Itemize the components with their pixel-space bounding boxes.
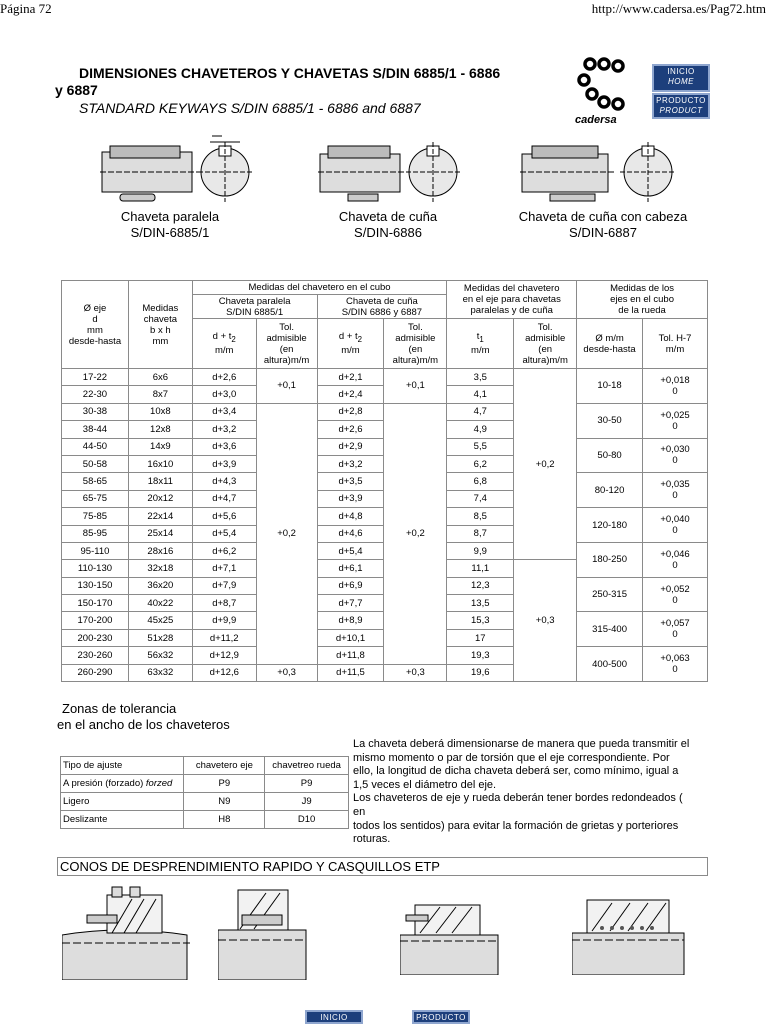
caption-cuna-cabeza: Chaveta de cuña con cabeza S/DIN-6887 <box>518 209 688 240</box>
inicio-home-button[interactable] <box>652 64 710 92</box>
page-title-cont: y 6887 <box>55 82 98 98</box>
page-title: DIMENSIONES CHAVETEROS Y CHAVETAS S/DIN 6885/1 - 6886 <box>79 65 501 81</box>
table-cell: d+10,1 <box>317 629 384 646</box>
table-cell: 50-58 <box>62 455 129 472</box>
product-label: PRODUCT <box>659 106 703 115</box>
table-cell: +0,2 <box>514 369 577 560</box>
footer-inicio-button[interactable]: INICIO <box>305 1010 363 1024</box>
table-cell: d+4,8 <box>317 508 384 525</box>
table-cell: 32x18 <box>128 560 192 577</box>
table-cell: 12x8 <box>128 421 192 438</box>
footer-producto-button[interactable]: PRODUCTO <box>412 1010 470 1024</box>
keyway-table <box>61 280 708 682</box>
table-cell: d+3,2 <box>317 455 384 472</box>
table-cell: d+2,1 <box>317 369 384 386</box>
table-cell: 40x22 <box>128 595 192 612</box>
table-cell: d+3,9 <box>192 455 256 472</box>
table-cell: 58-65 <box>62 473 129 490</box>
producto-product-button[interactable] <box>652 93 710 119</box>
table-cell: d+6,1 <box>317 560 384 577</box>
table-cell: +0,063 0 <box>643 647 708 682</box>
table-cell: d+7,9 <box>192 577 256 594</box>
table-cell: 180-250 <box>577 542 643 577</box>
zonas-subtitle: en el ancho de los chaveteros <box>57 717 230 732</box>
table-cell: 30-38 <box>62 403 129 420</box>
table-cell: 200-230 <box>62 629 129 646</box>
table-cell: d+2,6 <box>317 421 384 438</box>
table-cell: 50-80 <box>577 438 643 473</box>
table-cell: +0,3 <box>384 664 447 681</box>
table-cell: d+7,1 <box>192 560 256 577</box>
table-cell: +0,057 0 <box>643 612 708 647</box>
table-cell: 6,2 <box>447 455 514 472</box>
table-cell: 110-130 <box>62 560 129 577</box>
ajuste-table <box>60 756 349 829</box>
table-cell: 63x32 <box>128 664 192 681</box>
header-cubo: Medidas del chavetero en el cubo <box>192 281 447 295</box>
table-cell: d+2,4 <box>317 386 384 403</box>
table-cell: d+8,7 <box>192 595 256 612</box>
table-cell: d+6,2 <box>192 542 256 559</box>
chaveta-cuna-drawing <box>318 132 498 217</box>
table-cell: 4,7 <box>447 403 514 420</box>
table-cell: 80-120 <box>577 473 643 508</box>
table-cell: d+6,9 <box>317 577 384 594</box>
table-cell: 44-50 <box>62 438 129 455</box>
table-cell: d+11,5 <box>317 664 384 681</box>
table-cell: 22-30 <box>62 386 129 403</box>
table-row: Ligero N9 J9 <box>61 793 349 811</box>
table-cell: +0,030 0 <box>643 438 708 473</box>
table-cell: 17 <box>447 629 514 646</box>
header-t1: $t_1$ m/m <box>447 319 514 369</box>
table-row: A presión (forzado) forzed P9 P9 <box>61 775 349 793</box>
table-cell: 4,9 <box>447 421 514 438</box>
caption-cuna: Chaveta de cuña S/DIN-6886 <box>338 209 438 240</box>
header-ejes-cubo: Medidas de los ejes en el cubo de la rueda <box>577 281 708 319</box>
table-cell: d+2,8 <box>317 403 384 420</box>
table-cell: +0,1 <box>256 369 317 404</box>
header-om: Ø m/m desde-hasta <box>577 319 643 369</box>
zonas-title: Zonas de tolerancia <box>62 701 177 716</box>
table-cell: 10x8 <box>128 403 192 420</box>
table-cell: +0,2 <box>384 403 447 664</box>
table-cell: d+4,7 <box>192 490 256 507</box>
table-cell: 9,9 <box>447 542 514 559</box>
table-cell: 315-400 <box>577 612 643 647</box>
header-tol-par: Tol. admisible (en altura)m/m <box>256 319 317 369</box>
table-row: Deslizante H8 D10 <box>61 811 349 829</box>
caption-paralela: Chaveta paralela S/DIN-6885/1 <box>120 209 220 240</box>
table-cell: d+9,9 <box>192 612 256 629</box>
table-cell: 25x14 <box>128 525 192 542</box>
table-cell: 38-44 <box>62 421 129 438</box>
table-cell: +0,025 0 <box>643 403 708 438</box>
table-cell: 17-22 <box>62 369 129 386</box>
table-cell: d+3,2 <box>192 421 256 438</box>
table-cell: 8x7 <box>128 386 192 403</box>
table-cell: 28x16 <box>128 542 192 559</box>
logo-text: cadersa <box>575 114 617 126</box>
table-cell: +0,052 0 <box>643 577 708 612</box>
table-cell: 10-18 <box>577 369 643 404</box>
table-cell: +0,040 0 <box>643 508 708 543</box>
table-cell: 85-95 <box>62 525 129 542</box>
page-label: Página 72 <box>0 1 52 16</box>
table-cell: 11,1 <box>447 560 514 577</box>
header-eje-group: Medidas del chavetero en el eje para chavetas paralelas y de cuña <box>447 281 577 319</box>
table-cell: 8,5 <box>447 508 514 525</box>
table-cell: d+3,5 <box>317 473 384 490</box>
table-cell: +0,046 0 <box>643 542 708 577</box>
table-cell: +0,3 <box>256 664 317 681</box>
table-cell: d+12,9 <box>192 647 256 664</box>
table-cell: 3,5 <box>447 369 514 386</box>
casquillo-drawing-1 <box>400 885 500 980</box>
header-tolh7: Tol. H-7 m/m <box>643 319 708 369</box>
table-cell: 8,7 <box>447 525 514 542</box>
table-cell: 120-180 <box>577 508 643 543</box>
table-cell: d+11,8 <box>317 647 384 664</box>
page-url[interactable]: http://www.cadersa.es/Pag72.htm <box>591 1 766 16</box>
table-cell: 19,3 <box>447 647 514 664</box>
table-cell: 56x32 <box>128 647 192 664</box>
table-cell: 19,6 <box>447 664 514 681</box>
table-cell: 5,5 <box>447 438 514 455</box>
header-cuna: Chaveta de cuña S/DIN 6886 y 6887 <box>317 295 447 319</box>
table-cell: 75-85 <box>62 508 129 525</box>
table-cell: 15,3 <box>447 612 514 629</box>
table-cell: +0,035 0 <box>643 473 708 508</box>
table-cell: 95-110 <box>62 542 129 559</box>
table-cell: +0,3 <box>514 560 577 682</box>
cadersa-logo <box>572 56 632 128</box>
table-cell: 22x14 <box>128 508 192 525</box>
header-paralela: Chaveta paralela S/DIN 6885/1 <box>192 295 317 319</box>
table-cell: d+11,2 <box>192 629 256 646</box>
table-row <box>62 369 708 386</box>
header-medidas: Medidas chaveta b x h mm <box>128 281 192 369</box>
table-cell: 4,1 <box>447 386 514 403</box>
header-dt2-cuna: $d + t_2$ m/m <box>317 319 384 369</box>
table-cell: d+4,3 <box>192 473 256 490</box>
table-cell: d+12,6 <box>192 664 256 681</box>
header-eje: Ø eje d mm desde-hasta <box>62 281 129 369</box>
table-cell: 65-75 <box>62 490 129 507</box>
design-note: La chaveta deberá dimensionarse de manera que pueda transmitir el mismo momento o par de torsión que el eje correspondiente. Por ello, la longitud de dicha chaveta deberá ser, como mínimo, igual a 1,5 veces el diámetro del eje. Los chaveteros de eje y rueda deberán tener bordes redondeados ( en todos los sentidos) para evitar la formación de grietas y porteriores roturas. <box>353 738 690 846</box>
table-cell: 7,4 <box>447 490 514 507</box>
inicio-label: INICIO <box>667 67 695 76</box>
table-cell: 18x11 <box>128 473 192 490</box>
table-cell: 16x10 <box>128 455 192 472</box>
table-cell: d+3,0 <box>192 386 256 403</box>
casquillo-drawing-2 <box>572 885 687 980</box>
table-cell: 51x28 <box>128 629 192 646</box>
table-cell: 230-260 <box>62 647 129 664</box>
home-label: HOME <box>668 77 694 86</box>
table-cell: 6,8 <box>447 473 514 490</box>
table-cell: d+3,4 <box>192 403 256 420</box>
table-row <box>62 403 708 420</box>
header-tol-cuna: Tol. admisible (en altura)m/m <box>384 319 447 369</box>
table-cell: 6x6 <box>128 369 192 386</box>
table-cell: 150-170 <box>62 595 129 612</box>
table-cell: 170-200 <box>62 612 129 629</box>
table-cell: +0,2 <box>256 403 317 664</box>
table-cell: 400-500 <box>577 647 643 682</box>
table-cell: 36x20 <box>128 577 192 594</box>
cono-drawing-2 <box>218 885 308 985</box>
table-cell: +0,1 <box>384 369 447 404</box>
table-cell: d+3,6 <box>192 438 256 455</box>
table-cell: 13,5 <box>447 595 514 612</box>
table-cell: d+4,6 <box>317 525 384 542</box>
table-cell: d+2,9 <box>317 438 384 455</box>
conos-heading: CONOS DE DESPRENDIMIENTO RAPIDO Y CASQUILLOS ETP <box>57 857 708 876</box>
table-cell: d+5,4 <box>192 525 256 542</box>
chaveta-paralela-drawing <box>100 132 280 217</box>
table-row: Tipo de ajuste chavetero eje chavetreo rueda <box>61 757 349 775</box>
table-cell: 45x25 <box>128 612 192 629</box>
cono-drawing-1 <box>62 885 192 985</box>
table-cell: d+5,4 <box>317 542 384 559</box>
table-cell: d+3,9 <box>317 490 384 507</box>
table-cell: 260-290 <box>62 664 129 681</box>
table-cell: 130-150 <box>62 577 129 594</box>
table-cell: 14x9 <box>128 438 192 455</box>
chaveta-cuna-cabeza-drawing <box>520 132 700 217</box>
table-cell: 250-315 <box>577 577 643 612</box>
table-cell: +0,018 0 <box>643 369 708 404</box>
header-dt2-par: $d + t_2$ m/m <box>192 319 256 369</box>
table-cell: 12,3 <box>447 577 514 594</box>
table-cell: 30-50 <box>577 403 643 438</box>
table-cell: d+5,6 <box>192 508 256 525</box>
table-cell: d+7,7 <box>317 595 384 612</box>
table-cell: 20x12 <box>128 490 192 507</box>
page-subtitle: STANDARD KEYWAYS S/DIN 6885/1 - 6886 and 6887 <box>79 100 421 116</box>
table-cell: d+2,6 <box>192 369 256 386</box>
header-tol-eje: Tol. admisible (en altura)m/m <box>514 319 577 369</box>
table-cell: d+8,9 <box>317 612 384 629</box>
producto-label: PRODUCTO <box>656 96 706 105</box>
